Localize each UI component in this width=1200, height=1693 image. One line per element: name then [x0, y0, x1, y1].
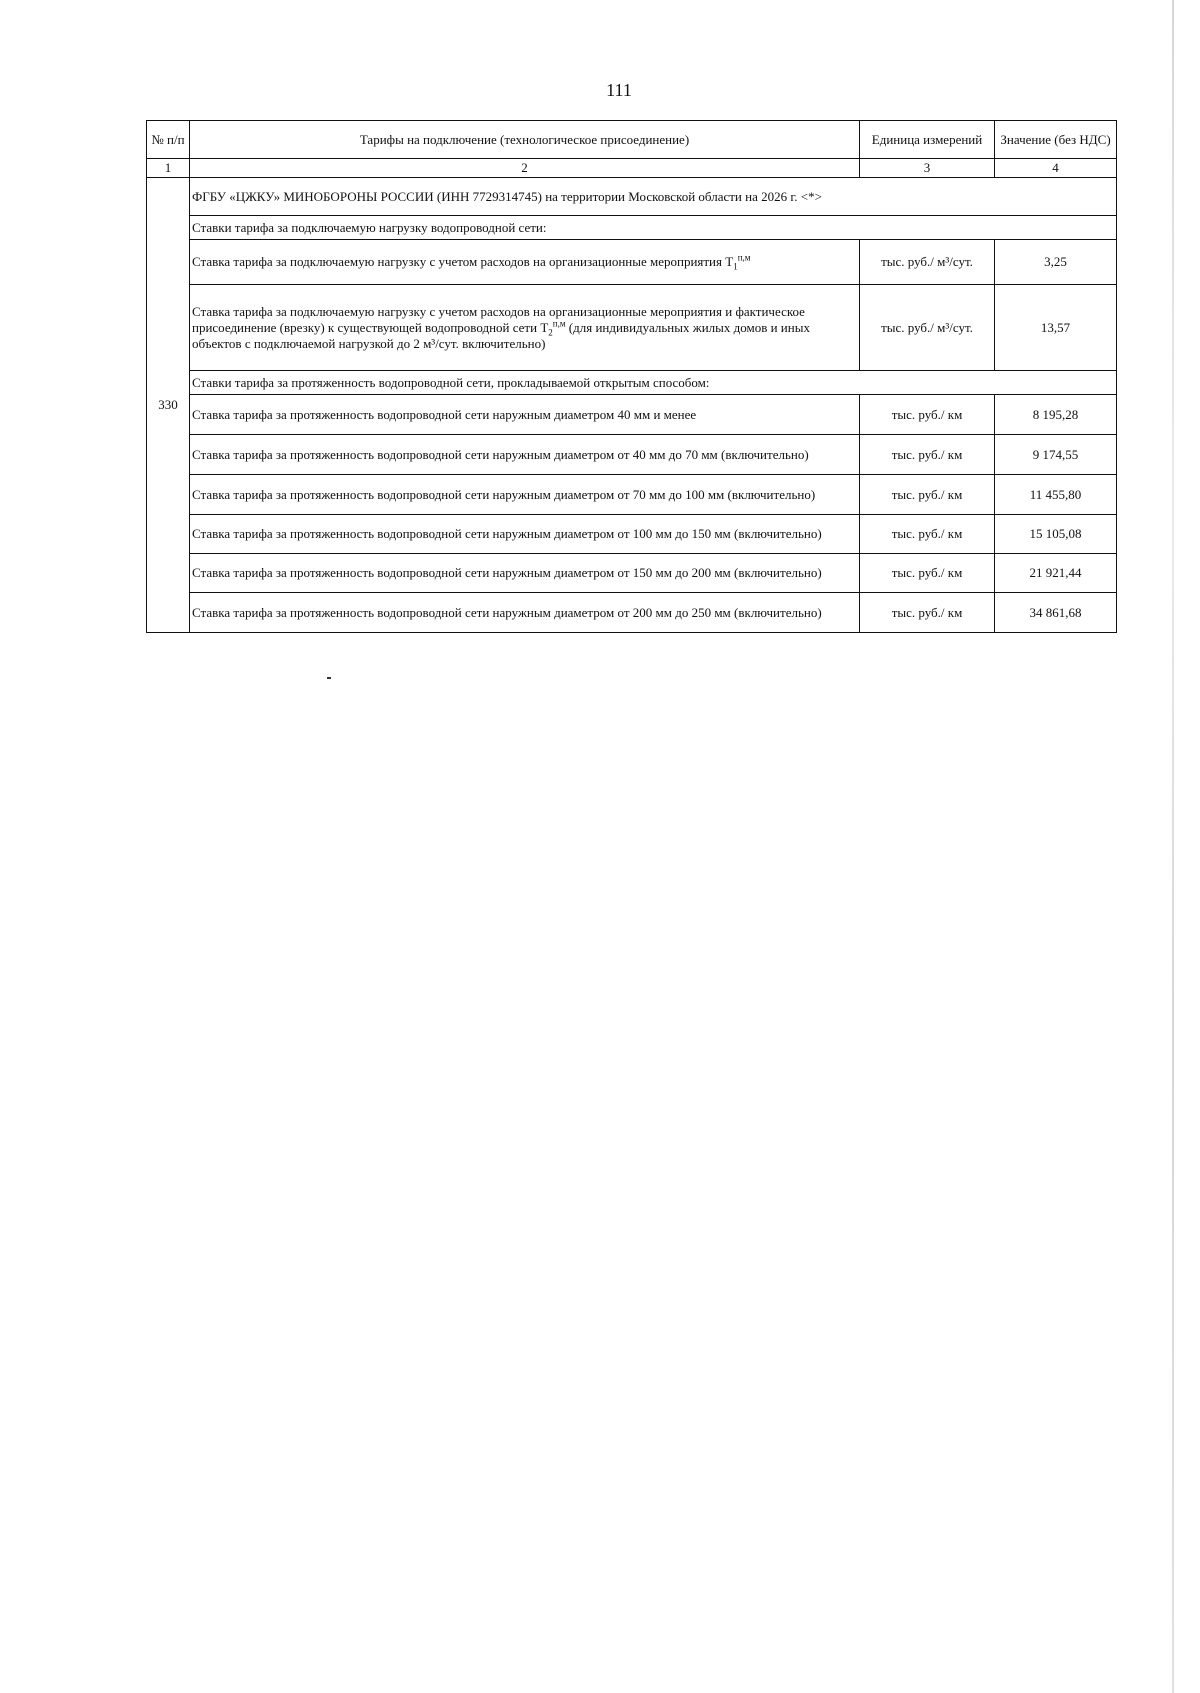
rate-name: Ставка тарифа за протяженность водопроводной сети наружным диаметром от 70 мм до 100 мм (включительно): [190, 475, 860, 515]
section-title-load: Ставки тарифа за подключаемую нагрузку водопроводной сети:: [190, 216, 1117, 240]
rate-value: 11 455,80: [995, 475, 1117, 515]
table-row: [147, 475, 1117, 515]
header-num: № п/п: [147, 121, 190, 159]
header-unit: Единица измерений: [860, 121, 995, 159]
table-row: [147, 435, 1117, 475]
rate-name: Ставка тарифа за подключаемую нагрузку с учетом расходов на организационные мероприятия и фактическое присоединение (врезку) к существующей водопроводной сети $T_2^{п,м}$ (для индивидуальных жилых домов и иных объектов с подключаемой нагрузкой до 2 м³/сут. включительно): [190, 285, 860, 371]
section-title-row: [147, 371, 1117, 395]
rate-unit: тыс. руб./ км: [860, 475, 995, 515]
scan-edge-line: [1172, 0, 1174, 1693]
tariff-table: [146, 120, 1117, 633]
rate-value: 15 105,08: [995, 515, 1117, 554]
header-value: Значение (без НДС): [995, 121, 1117, 159]
rate-name: Ставка тарифа за протяженность водопроводной сети наружным диаметром от 40 мм до 70 мм (включительно): [190, 435, 860, 475]
header-name: Тарифы на подключение (технологическое присоединение): [190, 121, 860, 159]
rate-name: Ставка тарифа за протяженность водопроводной сети наружным диаметром от 150 мм до 200 мм (включительно): [190, 554, 860, 593]
rate-name: Ставка тарифа за подключаемую нагрузку с учетом расходов на организационные мероприятия $T_1^{п,м}$: [190, 240, 860, 285]
rate-unit: тыс. руб./ км: [860, 515, 995, 554]
organization-row: [147, 178, 1117, 216]
rate-unit: тыс. руб./ км: [860, 435, 995, 475]
rate-value: 34 861,68: [995, 593, 1117, 633]
table-row: [147, 554, 1117, 593]
table-row: [147, 395, 1117, 435]
rate-value: 13,57: [995, 285, 1117, 371]
rate-name: Ставка тарифа за протяженность водопроводной сети наружным диаметром от 100 мм до 150 мм (включительно): [190, 515, 860, 554]
section-title-length: Ставки тарифа за протяженность водопроводной сети, прокладываемой открытым способом:: [190, 371, 1117, 395]
table-row: [147, 285, 1117, 371]
rate-value: 9 174,55: [995, 435, 1117, 475]
column-number-row: [147, 159, 1117, 178]
rate-unit: тыс. руб./ км: [860, 554, 995, 593]
column-number: 1: [147, 159, 190, 178]
table-header-row: [147, 121, 1117, 159]
rate-unit: тыс. руб./ м³/сут.: [860, 285, 995, 371]
table-row: [147, 240, 1117, 285]
rate-value: 8 195,28: [995, 395, 1117, 435]
organization-name: ФГБУ «ЦЖКУ» МИНОБОРОНЫ РОССИИ (ИНН 7729314745) на территории Московской области на 2026 г. <*>: [190, 178, 1117, 216]
rate-value: 3,25: [995, 240, 1117, 285]
rate-unit: тыс. руб./ м³/сут.: [860, 240, 995, 285]
rate-unit: тыс. руб./ км: [860, 593, 995, 633]
table-row: [147, 593, 1117, 633]
section-title-row: [147, 216, 1117, 240]
rate-name: Ставка тарифа за протяженность водопроводной сети наружным диаметром 40 мм и менее: [190, 395, 860, 435]
entry-number: 330: [147, 178, 190, 633]
column-number: 4: [995, 159, 1117, 178]
scan-dash-mark: [327, 677, 331, 679]
table-row: [147, 515, 1117, 554]
column-number: 3: [860, 159, 995, 178]
rate-unit: тыс. руб./ км: [860, 395, 995, 435]
column-number: 2: [190, 159, 860, 178]
page-number: 111: [606, 80, 632, 100]
rate-value: 21 921,44: [995, 554, 1117, 593]
rate-name: Ставка тарифа за протяженность водопроводной сети наружным диаметром от 200 мм до 250 мм (включительно): [190, 593, 860, 633]
